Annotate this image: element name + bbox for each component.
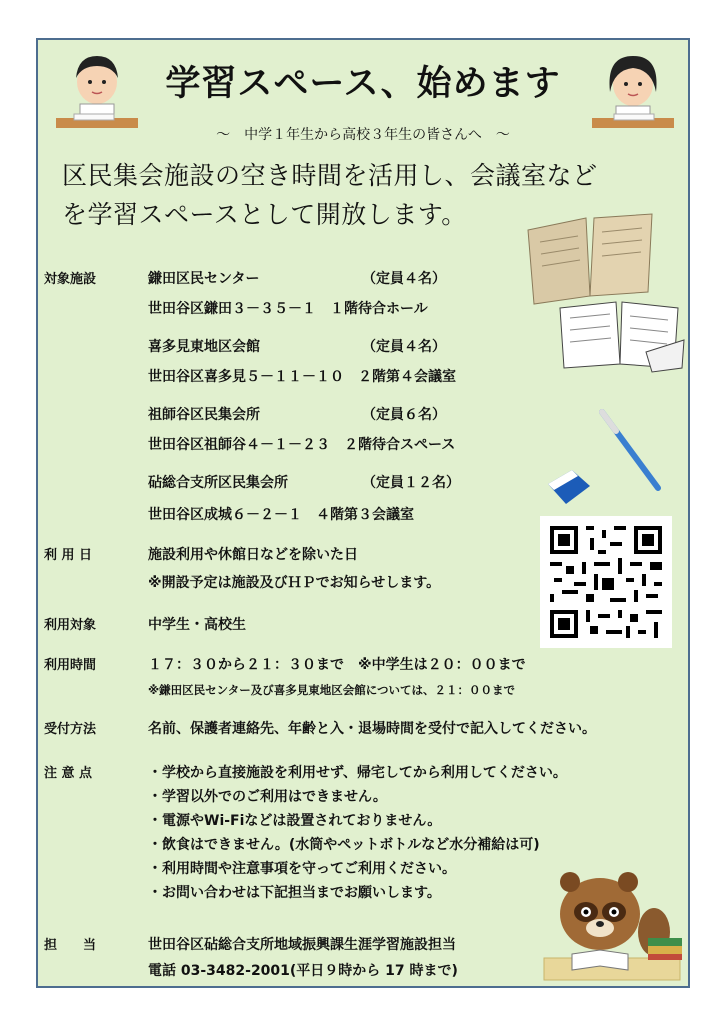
usage-days-line-1: 施設利用や休館日などを除いた日 (148, 547, 358, 563)
facility-capacity: （定員６名） (362, 407, 446, 423)
facility-name: 鎌田区民センター (148, 271, 260, 287)
hours-label: 利用時間 (44, 658, 97, 673)
qr-code-icon[interactable] (540, 516, 672, 648)
facility-capacity: （定員４名） (362, 339, 446, 355)
notebook-icon (556, 294, 686, 374)
note-item: ・利用時間や注意事項を守ってご利用ください。 (148, 861, 456, 877)
tanuki-studying-icon (536, 854, 688, 986)
reception-label: 受付方法 (44, 722, 97, 737)
lead-line-2: を学習スペースとして開放します。 (62, 200, 467, 229)
note-item: ・学校から直接施設を利用せず、帰宅してから利用してください。 (148, 765, 567, 781)
qr-code-graphic (550, 526, 662, 638)
reception-value: 名前、保護者連絡先、年齢と入・退場時間を受付で記入してください。 (148, 721, 596, 737)
pen-icon (596, 408, 666, 492)
usage-days-line-2: ※開設予定は施設及びＨＰでお知らせします。 (148, 575, 441, 591)
facility-name: 祖師谷区民集会所 (148, 407, 260, 423)
usage-days-label: 利 用 日 (44, 548, 93, 563)
contact-phone: 電話 03-3482-2001(平日９時から 17 時まで) (148, 963, 458, 979)
notes-label: 注 意 点 (44, 766, 93, 781)
facility-capacity: （定員４名） (362, 271, 446, 287)
facility-address: 世田谷区成城６－２－１ ４階第３会議室 (148, 507, 414, 523)
note-item: ・飲食はできません。(水筒やペットボトルなど水分補給は可) (148, 837, 540, 853)
target-value: 中学生・高校生 (148, 617, 246, 633)
eraser-icon (544, 464, 594, 510)
facility-address: 世田谷区喜多見５－１１－１０ ２階第４会議室 (148, 369, 456, 385)
page-subtitle: ～ 中学１年生から高校３年生の皆さんへ ～ (216, 127, 510, 143)
note-item: ・学習以外でのご利用はできません。 (148, 789, 387, 805)
contact-dept: 世田谷区砧総合支所地域振興課生涯学習施設担当 (148, 937, 456, 953)
facility-address: 世田谷区鎌田３－３５－１ １階待合ホール (148, 301, 428, 317)
hours-note: ※鎌田区民センター及び喜多見東地区会館については、２１：００まで (148, 683, 515, 697)
facility-name: 砧総合支所区民集会所 (148, 475, 288, 491)
note-item: ・お問い合わせは下記担当までお願いします。 (148, 885, 441, 901)
facility-name: 喜多見東地区会館 (148, 339, 260, 355)
hours-value: １７：３０から２１：３０まで ※中学生は２０：００まで (148, 657, 526, 673)
page-title: 学習スペース、始めます (165, 64, 561, 104)
lead-line-1: 区民集会施設の空き時間を活用し、会議室など (62, 161, 598, 190)
target-label: 利用対象 (44, 618, 97, 633)
contact-label: 担 当 (44, 938, 97, 953)
facilities-label: 対象施設 (44, 272, 97, 287)
note-item: ・電源やWi-Fiなどは設置されておりません。 (148, 813, 442, 829)
poster (36, 38, 690, 988)
open-book-icon (520, 208, 660, 308)
facility-address: 世田谷区祖師谷４－１－２３ ２階待合スペース (148, 437, 456, 453)
facility-capacity: （定員１２名） (362, 475, 460, 491)
